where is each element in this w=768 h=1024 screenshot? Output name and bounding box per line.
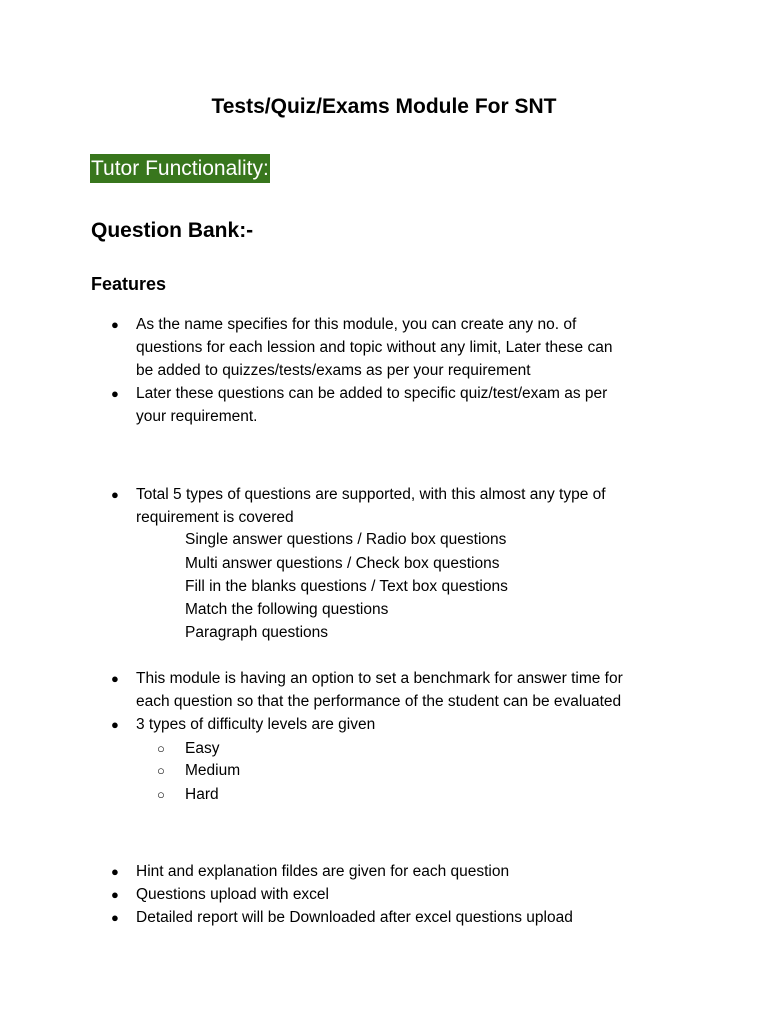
list-item-line: requirement is covered xyxy=(136,508,294,526)
list-item-line: questions for each lession and topic without any limit, Later these can xyxy=(136,338,613,356)
sub-bullet-circle: ○ xyxy=(157,787,165,802)
list-item xyxy=(136,383,676,429)
bullet-dot: ● xyxy=(111,717,119,732)
list-item: Hint and explanation fildes are given for each question xyxy=(136,863,510,880)
document-title: Tests/Quiz/Exams Module For SNT xyxy=(211,95,557,118)
question-type-item: Multi answer questions / Check box questions xyxy=(185,555,500,572)
list-item-line: each question so that the performance of the student can be evaluated xyxy=(136,692,622,710)
list-item-line: This module is having an option to set a benchmark for answer time for xyxy=(136,670,623,687)
bullet-dot: ● xyxy=(111,887,119,902)
list-item xyxy=(136,314,676,382)
bullet-dot: ● xyxy=(111,671,119,686)
bullet-dot: ● xyxy=(111,386,119,401)
difficulty-level-hard: Hard xyxy=(185,786,219,803)
list-item-line: your requirement. xyxy=(136,407,258,425)
question-bank-heading: Question Bank:- xyxy=(91,219,254,242)
sub-bullet-circle: ○ xyxy=(157,741,165,756)
bullet-dot: ● xyxy=(111,910,119,925)
list-item: 3 types of difficulty levels are given xyxy=(136,716,376,733)
list-item: Questions upload with excel xyxy=(136,886,330,903)
question-type-item: Paragraph questions xyxy=(185,624,329,641)
sub-bullet-circle: ○ xyxy=(157,763,165,778)
question-type-item: Fill in the blanks questions / Text box questions xyxy=(185,578,508,595)
list-item-line: As the name specifies for this module, you can create any no. of xyxy=(136,316,577,333)
bullet-dot: ● xyxy=(111,864,119,879)
tutor-functionality-heading: Tutor Functionality: xyxy=(90,154,270,183)
list-item: Detailed report will be Downloaded after excel questions upload xyxy=(136,909,573,926)
question-type-item: Match the following questions xyxy=(185,601,389,618)
list-item xyxy=(136,668,676,714)
features-heading: Features xyxy=(91,274,167,294)
bullet-dot: ● xyxy=(111,487,119,502)
difficulty-level-easy: Easy xyxy=(185,740,220,757)
list-item-line: Later these questions can be added to specific quiz/test/exam as per xyxy=(136,385,608,402)
list-item xyxy=(136,484,676,530)
list-item-line: Total 5 types of questions are supported, with this almost any type of xyxy=(136,486,606,503)
difficulty-level-medium: Medium xyxy=(185,762,241,779)
question-type-item: Single answer questions / Radio box questions xyxy=(185,531,507,548)
bullet-dot: ● xyxy=(111,317,119,332)
list-item-line: be added to quizzes/tests/exams as per your requirement xyxy=(136,361,531,379)
